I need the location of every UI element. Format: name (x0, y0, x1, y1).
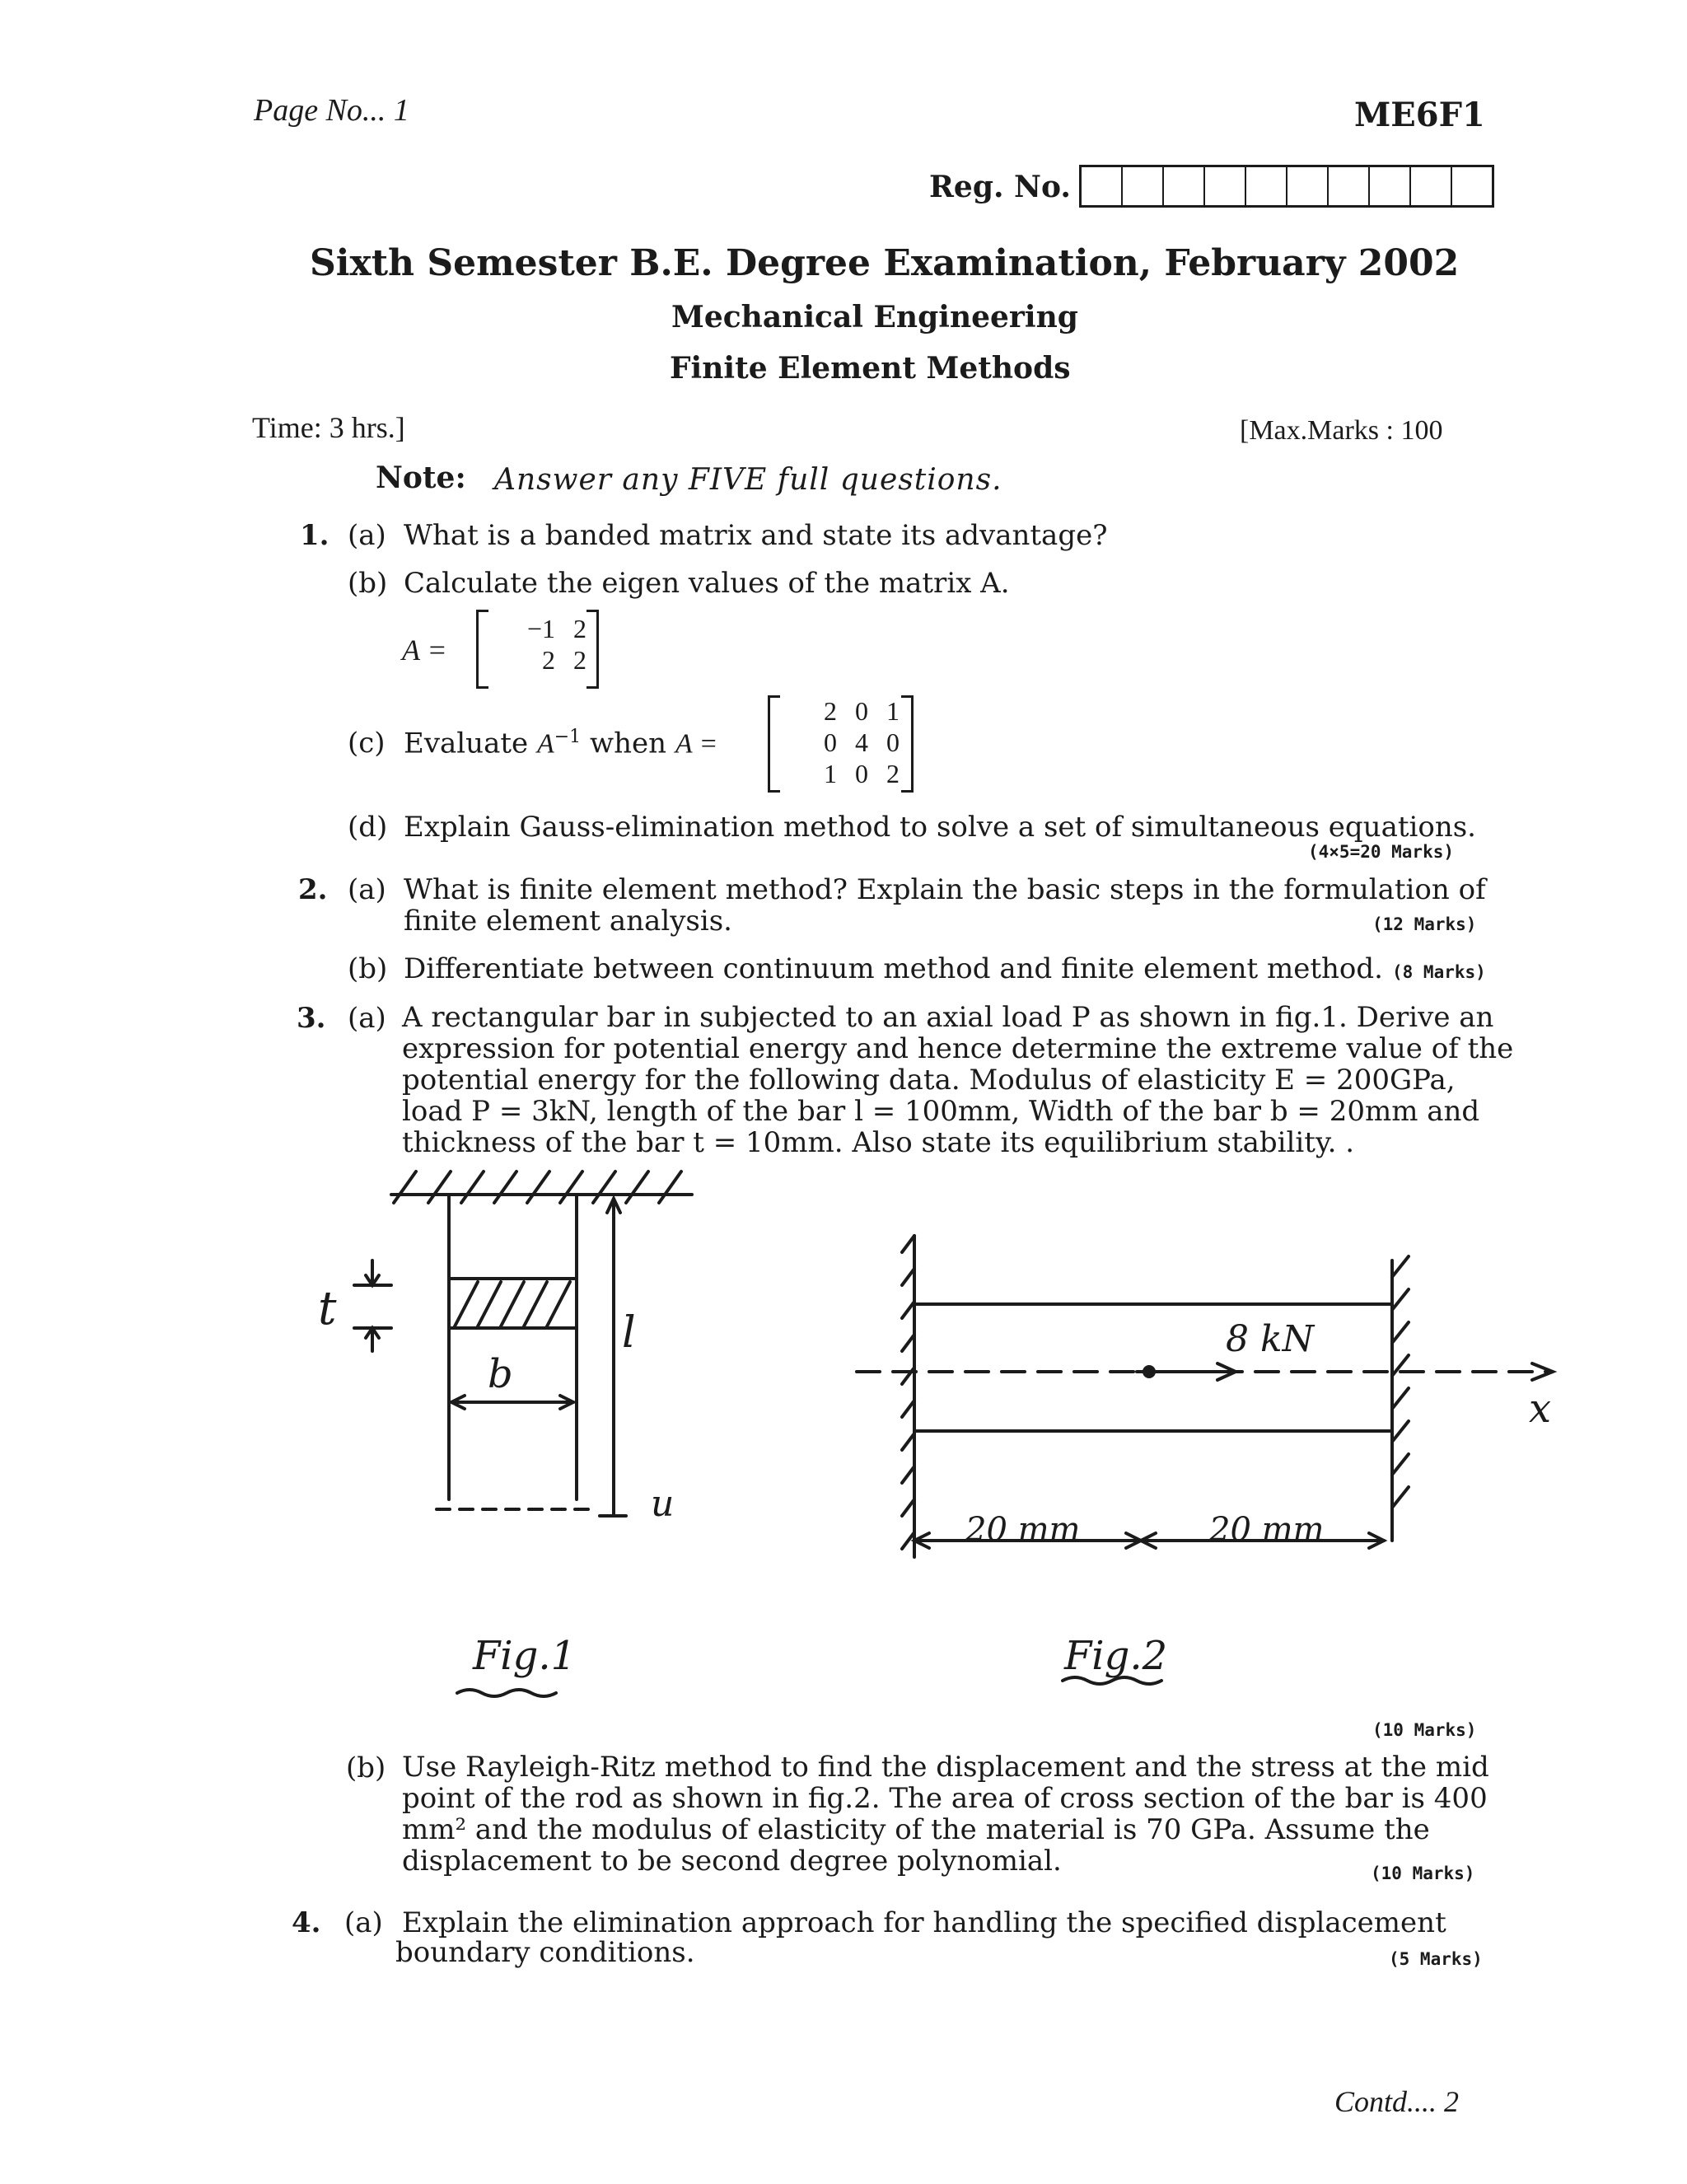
q1a-label: (a) (348, 519, 386, 552)
q2a-text-line2: finite element analysis. (404, 905, 732, 938)
q3a-marks: (10 Marks) (1372, 1720, 1477, 1740)
q3-number: 3. (297, 1002, 326, 1035)
fig1-label-t: t (318, 1282, 337, 1335)
fig2-load-label: 8 kN (1226, 1318, 1315, 1360)
fig1-caption: Fig.1 (473, 1633, 577, 1679)
q3b-text: Use Rayleigh-Ritz method to find the displacement and the stress at the mid point of the rod as shown in fig.2. The area of cross section of the bar is 400 mm² and the modulus of elasticity of the material is 70 GPa. Assume the displacement to be second degree polynomial. (402, 1751, 1489, 1878)
q2b-marks: (8 Marks) (1392, 962, 1486, 982)
q2b-label: (b) (348, 952, 388, 985)
q1c-label: (c) (348, 727, 386, 760)
q2b-text: Differentiate between continuum method and finite element method. (404, 952, 1383, 985)
time-label: Time: 3 hrs.] (252, 411, 405, 444)
q1b-text: Calculate the eigen values of the matrix A. (404, 567, 1010, 600)
fig2-segment2-label: 20 mm (1209, 1511, 1325, 1549)
fig2-axis-label: x (1529, 1386, 1552, 1432)
note-label: Note: (376, 461, 466, 495)
q1d-text: Explain Gauss-elimination method to solve a set of simultaneous equations. (404, 811, 1476, 844)
fig1-drawing (354, 1172, 692, 1516)
q4a-marks: (5 Marks) (1389, 1949, 1483, 1969)
q4a-label: (a) (344, 1906, 383, 1939)
q1c-matrix: 2 0 1 0 4 0 1 0 2 (824, 696, 900, 788)
q2a-text-line1: What is finite element method? Explain the basic steps in the formulation of (404, 873, 1486, 906)
q4-number: 4. (292, 1906, 321, 1939)
paper-code: ME6F1 (1354, 96, 1485, 134)
fig2-caption: Fig.2 (1064, 1633, 1168, 1679)
q3b-label: (b) (346, 1751, 386, 1784)
department: Mechanical Engineering (671, 300, 1078, 334)
fig1-label-u: u (651, 1483, 675, 1525)
figures-area (0, 1153, 1687, 1730)
fig1-label-b: b (488, 1351, 513, 1397)
q1b-matrix: −1 2 2 2 (526, 614, 586, 675)
q1a-text: What is a banded matrix and state its advantage? (404, 519, 1108, 552)
q1-marks: (4×5=20 Marks) (1308, 842, 1455, 862)
q2-number: 2. (298, 873, 328, 906)
q3a-label: (a) (348, 1002, 386, 1035)
q3a-text: A rectangular bar in subjected to an axial load P as shown in fig.1. Derive an expression for potential energy and hence determine the extreme value of the potential energy for the following data. Modulus of elasticity E = 200GPa, load P = 3kN, length of the bar l = 100mm, Width of the bar b = 20mm and thickness of the bar t = 10mm. Also state its equilibrium stability. . (402, 1001, 1514, 1159)
q2a-label: (a) (348, 873, 386, 906)
fig2-drawing (457, 1236, 1553, 1696)
q3b-marks: (10 Marks) (1371, 1864, 1475, 1883)
max-marks: [Max.Marks : 100 (1240, 415, 1443, 446)
q1d-label: (d) (348, 811, 388, 844)
q1b-lhs: A = (402, 634, 447, 666)
q4a-text-line2: boundary conditions. (395, 1936, 695, 1969)
reg-no-label: Reg. No. (929, 170, 1071, 204)
matrix-bracket-right (586, 610, 599, 689)
fig2-segment1-label: 20 mm (965, 1511, 1081, 1549)
note-text: Answer any FIVE full questions. (494, 463, 1002, 497)
page-number: Page No... 1 (254, 93, 409, 128)
q1-number: 1. (300, 519, 329, 552)
subject: Finite Element Methods (670, 351, 1071, 386)
matrix-bracket-right (901, 695, 914, 793)
reg-no-boxes[interactable] (1079, 165, 1494, 208)
q1b-label: (b) (348, 567, 388, 600)
continued-label: Contd.... 2 (1334, 2085, 1460, 2118)
exam-title: Sixth Semester B.E. Degree Examination, February 2002 (310, 242, 1460, 284)
fig1-label-l: l (622, 1308, 636, 1358)
q2a-marks: (12 Marks) (1372, 914, 1477, 934)
q1c-text: Evaluate $A^{-1}$ when A = (404, 727, 718, 760)
q4a-text-line1: Explain the elimination approach for handling the specified displacement (402, 1906, 1446, 1939)
matrix-bracket-left (476, 610, 488, 689)
